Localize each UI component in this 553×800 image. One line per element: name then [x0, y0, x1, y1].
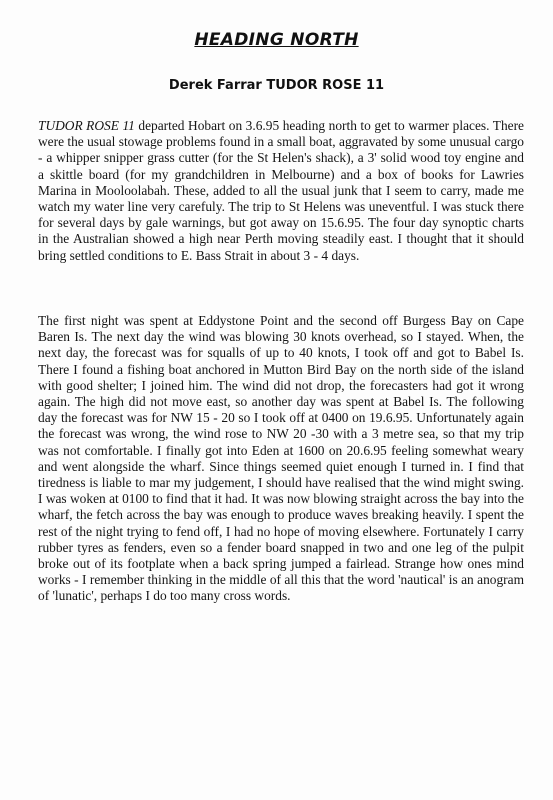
- paragraph-2: The first night was spent at Eddystone Point and the second off Burgess Bay on Cape Baren Is. The next day the wind was blowing 30 knots overhead, so I stayed. When, the next day, the forecast was for squalls of up to 40 knots, I took off and got to Babel Is. There I found a fishing boat anchored in Mutton Bird Bay on the north side of the island with good shelter; I joined him. The wind did not drop, the forecasters had got it wrong again. The high did not move east, so another day was spent at Babel Is. The following day the forecast was for NW 15 - 20 so I took off at 0400 on 19.6.95. Unfortunately again the forecast was wrong, the wind rose to NW 20 -30 with a 3 metre sea, so that my trip was not comfortable. I finally got into Eden at 1600 on 20.6.95 feeling somewhat weary and went alongside the wharf. Since things seemed quiet enough I turned in. I find that tiredness is liable to mar my judgement, I should have realised that the wind might swing. I was woken at 0100 to find that it had. It was now blowing straight across the bay into the wharf, the fetch across the bay was enough to produce waves breaking heavily. I spent the rest of the night trying to fend off, I had no hope of moving elsewhere. Fortunately I carry rubber tyres as fenders, even so a fender board snapped in two and one leg of the pulpit broke out of its footplate when a back spring jumped a fairlead. Strange how ones mind works - I remember thinking in the middle of all this that the word 'nautical' is an anogram of 'lunatic', perhaps I do too many cross words.: [38, 313, 524, 604]
- ship-name: TUDOR ROSE 11: [38, 118, 135, 133]
- article-byline: Derek Farrar TUDOR ROSE 11: [168, 78, 385, 93]
- paragraph-1: [38, 118, 524, 264]
- article-heading: HEADING NORTH: [194, 30, 359, 50]
- paragraph-1-text: departed Hobart on 3.6.95 heading north to get to warmer places. There were the usual stowage problems found in a small boat, aggravated by some unusual cargo - a whipper snipper grass cutter (for the St Helen's shack), a 3' solid wood toy engine and a skittle board (for my grandchildren in Melbourne) and a box of books for Lawries Marina in Mooloolabah. These, added to all the usual junk that I seem to carry, made me watch my water line very carefuly. The trip to St Helens was uneventful. I was stuck there for several days by gale warnings, but got away on 15.6.95. The four day synoptic charts in the Australian showed a high near Perth moving steadily east. I thought that it should bring settled conditions to E. Bass Strait in about 3 - 4 days.: [38, 118, 524, 263]
